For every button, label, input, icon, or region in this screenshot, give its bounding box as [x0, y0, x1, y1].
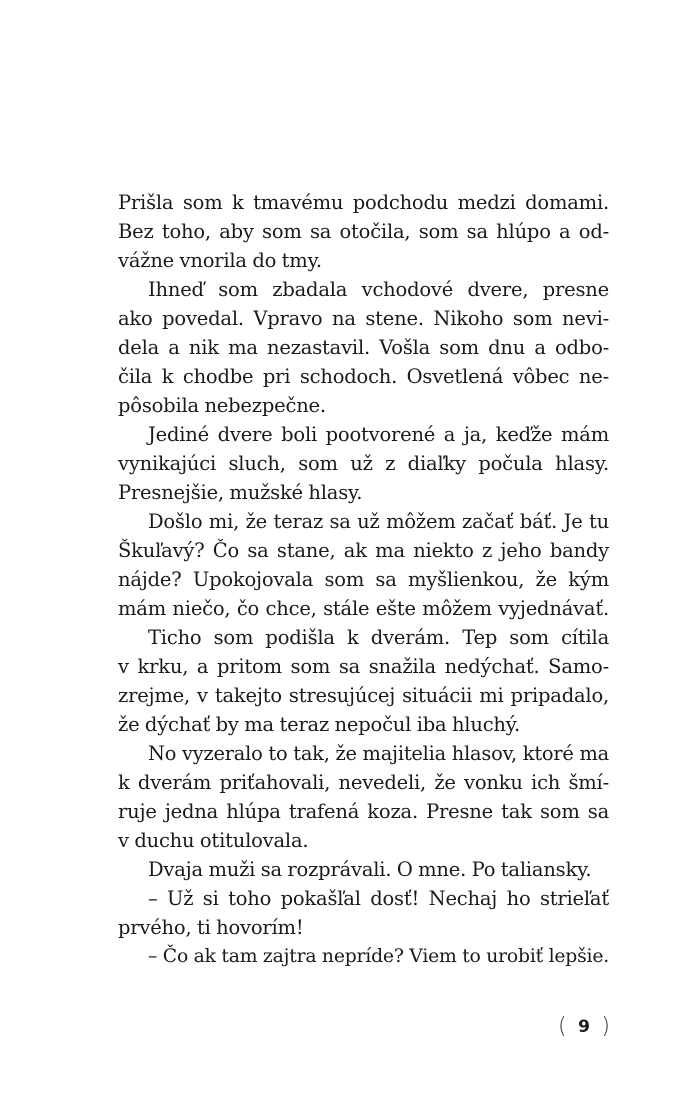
text-line: nájde? Upokojovala som sa myšlienkou, že kým [118, 568, 609, 591]
text-line: Bez toho, aby som sa otočila, som sa hlúpo a od- [118, 220, 609, 243]
text-line: No vyzeralo to tak, že majitelia hlasov, ktoré ma [148, 742, 609, 765]
text-line: pôsobila nebezpečne. [118, 394, 326, 417]
text-line: Došlo mi, že teraz sa už môžem začať báť. Je tu [148, 510, 609, 533]
text-line: ruje jedna hlúpa trafená koza. Presne tak som sa [118, 800, 609, 823]
text-line: ako povedal. Vpravo na stene. Nikoho som nevi- [118, 307, 609, 330]
text-line: v duchu otitulovala. [118, 829, 309, 852]
text-line: dela a nik ma nezastavil. Vošla som dnu a odbo- [118, 336, 609, 359]
page-number-close-paren: ) [601, 1014, 610, 1039]
text-line: Ticho som podišla k dverám. Tep som cítila [148, 626, 609, 649]
text-line: – Už si toho pokašľal dosť! Nechaj ho strieľať [148, 887, 609, 910]
text-line: – Čo ak tam zajtra nepríde? Viem to urobiť lepšie. [148, 946, 609, 967]
text-line: čila k chodbe pri schodoch. Osvetlená vôbec ne- [118, 365, 609, 388]
text-line: Škuľavý? Čo sa stane, ak ma niekto z jeho bandy [118, 539, 609, 562]
text-line: zrejme, v takejto stresujúcej situácii mi pripadalo, [118, 684, 609, 707]
text-line: k dverám priťahovali, nevedeli, že vonku ich šmí- [118, 771, 609, 794]
text-line: mám niečo, čo chce, stále ešte môžem vyjednávať. [118, 597, 609, 620]
text-line: Prišla som k tmavému podchodu medzi domami. [118, 191, 609, 214]
page-number-value: 9 [578, 1017, 590, 1037]
text-line: vynikajúci sluch, som už z diaľky počula hlasy. [118, 452, 609, 475]
text-line: Ihneď som zbadala vchodové dvere, presne [148, 278, 609, 301]
text-line: Jediné dvere boli pootvorené a ja, keďže mám [148, 423, 609, 446]
text-line: Presnejšie, mužské hlasy. [118, 481, 363, 504]
page-number-open-paren: ( [558, 1014, 567, 1039]
text-line: prvého, ti hovorím! [118, 916, 304, 939]
text-line: v krku, a pritom som sa snažila nedýchať. Samo- [118, 655, 609, 678]
body-text [118, 188, 609, 971]
text-line: vážne vnorila do tmy. [118, 249, 322, 272]
text-line: Dvaja muži sa rozprávali. O mne. Po taliansky. [148, 858, 592, 881]
text-line: že dýchať by ma teraz nepočul iba hluchý. [118, 713, 520, 736]
page-number [558, 1012, 610, 1042]
